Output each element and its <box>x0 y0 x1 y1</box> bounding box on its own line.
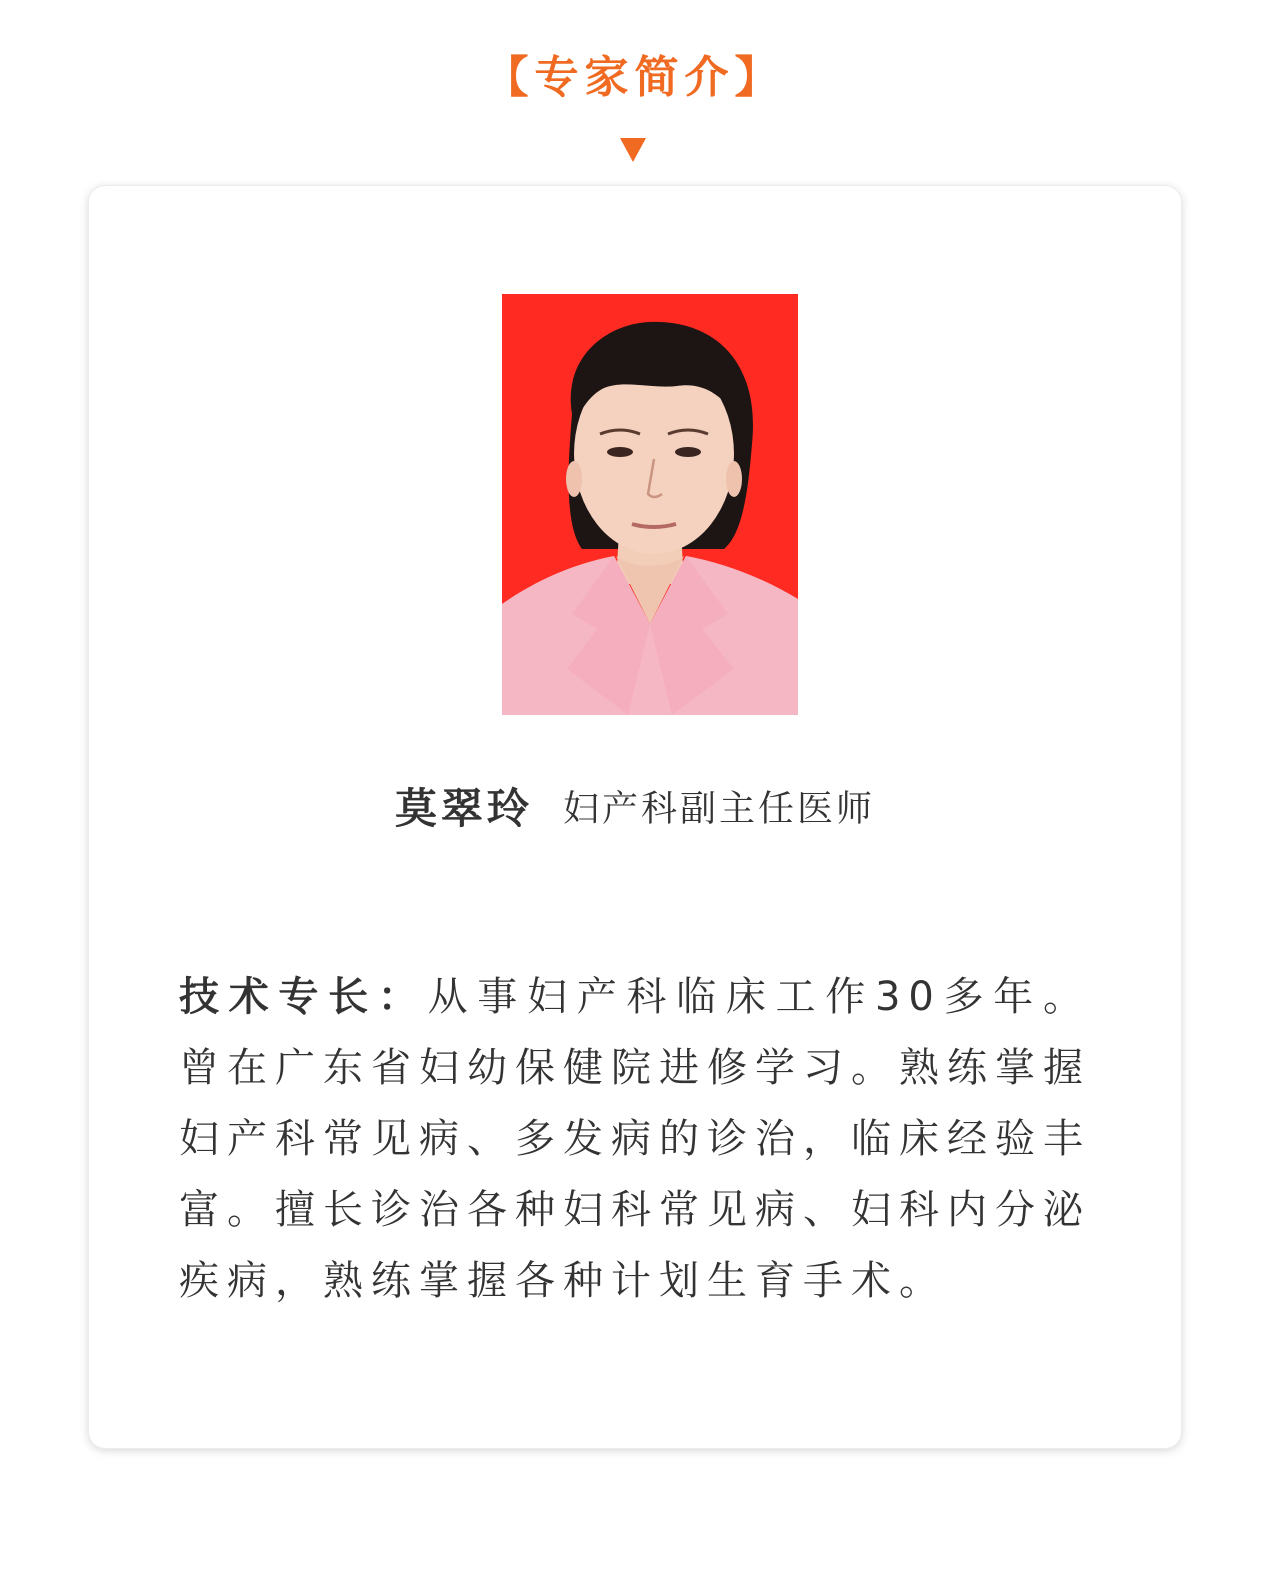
doctor-bio <box>179 962 1091 1317</box>
left-bracket: 【 <box>484 52 535 103</box>
section-header <box>0 48 1269 108</box>
right-bracket: 】 <box>734 52 785 103</box>
bio-label: 技术专长： <box>179 974 428 1020</box>
doctor-title: 妇产科副主任医师 <box>563 788 876 830</box>
down-arrow-icon <box>620 138 646 162</box>
expert-profile-card <box>89 186 1181 1448</box>
portrait-illustration <box>502 294 798 715</box>
doctor-portrait <box>502 294 798 715</box>
section-title: 专家简介 <box>534 52 735 103</box>
doctor-name: 莫翠玲 <box>394 784 533 833</box>
doctor-name-row <box>89 776 1181 836</box>
bio-text: 从事妇产科临床工作30多年。曾在广东省妇幼保健院进修学习。熟练掌握妇产科常见病、多发病的诊治，临床经验丰富。擅长诊治各种妇科常见病、妇科内分泌疾病，熟练掌握各种计划生育手术。 <box>179 974 1091 1304</box>
